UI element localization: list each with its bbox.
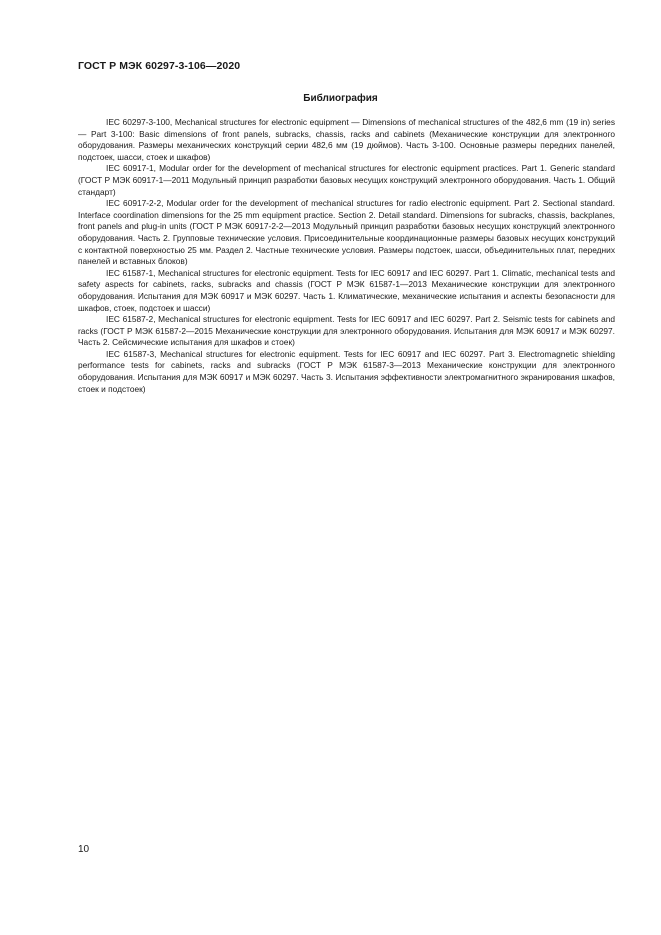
bibliography-title: Библиография bbox=[303, 93, 378, 104]
bibliography-entry: IEC 60297-3-100, Mechanical structures for electronic equipment — Dimensions of mechanical structures of the 482,6 mm (19 in) series — Part 3-100: Basic dimensions of front panels, subracks, chassis, racks and cabinets (Механические конструкции для электронного оборудования. Размеры механических конструкций серии 482,6 мм (19 дюймов). Часть 3-100. Основные размеры передних панелей, подстоек, шасси, стоек и шкафов) bbox=[78, 117, 615, 162]
bibliography-entry: IEC 61587-2, Mechanical structures for electronic equipment. Tests for IEC 60917 and IEC 60297. Part 2. Seismic tests for cabinets and racks (ГОСТ Р МЭК 61587-2—2015 Механические конструкции для электронного оборудования. Испытания для МЭК 60917 и МЭК 60297. Часть 2. Сейсмические испытания для шкафов и стоек) bbox=[78, 314, 615, 348]
document-standard-id: ГОСТ Р МЭК 60297-3-106—2020 bbox=[78, 60, 241, 72]
bibliography-list bbox=[78, 117, 615, 395]
bibliography-entry: IEC 61587-1, Mechanical structures for electronic equipment. Tests for IEC 60917 and IEC 60297. Part 1. Climatic, mechanical tests and safety aspects for cabinets, racks, subracks and chassis (ГОСТ Р МЭК 61587-1—2013 Механические конструкции для электронного оборудования. Испытания для МЭК 60917 и МЭК 60297. Часть 1. Климатические, механические испытания и аспекты безопасности для шкафов, стоек, подстоек и шасси) bbox=[78, 267, 615, 313]
bibliography-entry: IEC 60917-2-2, Modular order for the development of mechanical structures for radio electronic equipment. Part 2. Sectional standard. Interface coordination dimensions for the 25 mm equipment practice. Section 2. Detail standard. Dimensions for subracks, chassis, backplanes, front panels and plug-in units (ГОСТ Р МЭК 60917-2-2—2013 Модульный принцип разработки базовых несущих конструкций электронного оборудования. Часть 2. Групповые технические условия. Присоединительные координационные размеры базовых несущих конструкций с контактной поверхностью 25 мм. Раздел 2. Частные технические условия. Размеры подстоек, шасси, объединительных плат, передних панелей и вставных блоков) bbox=[78, 198, 615, 267]
page-number: 10 bbox=[78, 844, 90, 855]
bibliography-entry: IEC 60917-1, Modular order for the development of mechanical structures for electronic equipment practices. Part 1. Generic standard (ГОСТ Р МЭК 60917-1—2011 Модульный принцип разработки базовых несущих конструкций электронного оборудования. Часть 1. Общий стандарт) bbox=[78, 163, 615, 197]
bibliography-entry: IEC 61587-3, Mechanical structures for electronic equipment. Tests for IEC 60917 and IEC 60297. Part 3. Electromagnetic shielding performance tests for cabinets, racks and subracks (ГОСТ Р МЭК 61587-3—2013 Механические конструкции для электронного оборудования. Испытания для МЭК 60917 и МЭК 60297. Часть 3. Испытания эффективности электромагнитного экранирования шкафов, стоек и подстоек) bbox=[78, 348, 615, 394]
